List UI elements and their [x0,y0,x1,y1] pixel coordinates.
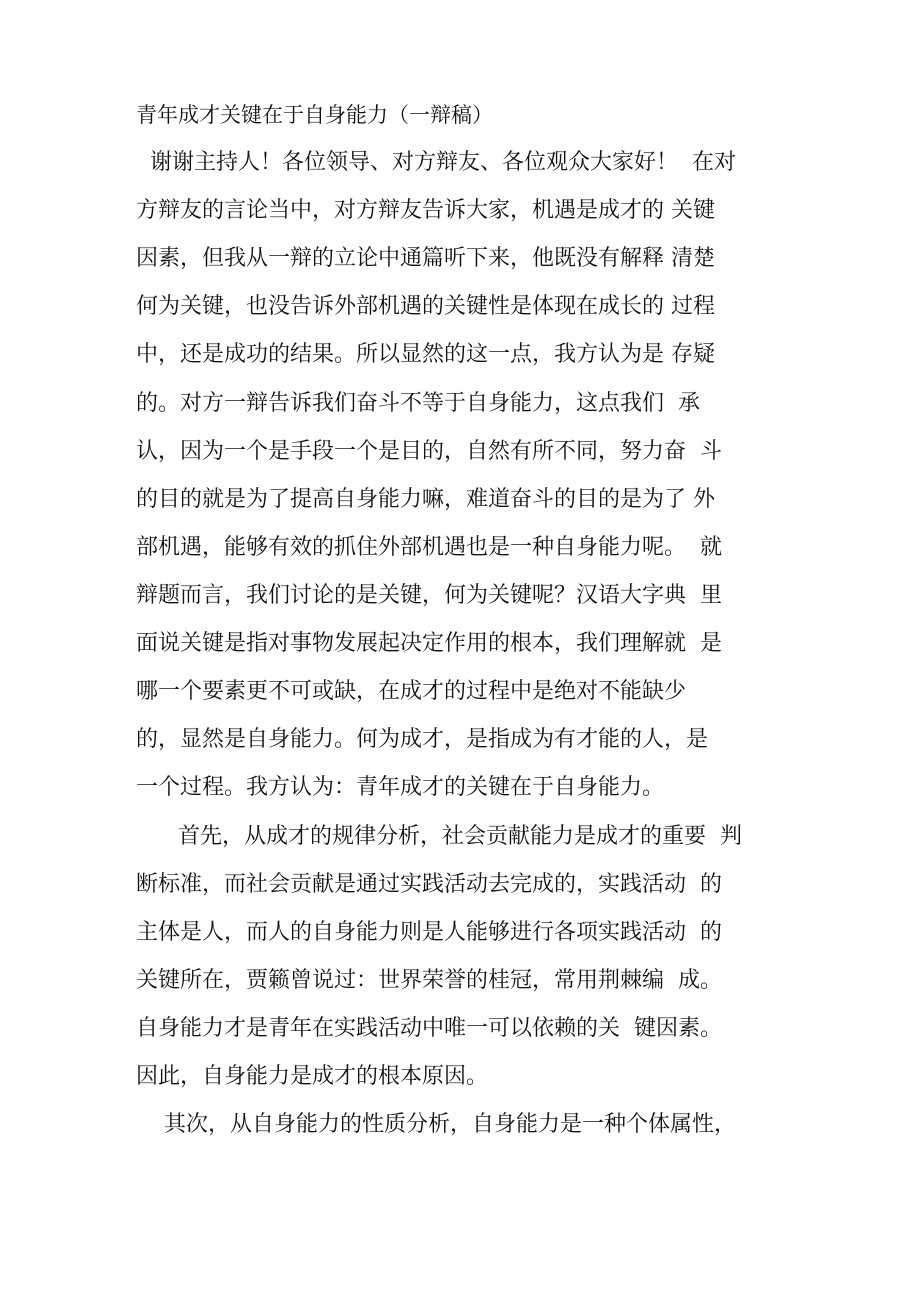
text-line: 首先，从成才的规律分析，社会贡献能力是成才的重要 判 [178,824,742,849]
text-line: 何为关键，也没告诉外部机遇的关键性是体现在成长的 过程 [136,294,715,319]
text-line: 中，还是成功的结果。所以显然的这一点，我方认为是 存疑 [136,342,715,367]
text-line: 方辩友的言论当中，对方辩友告诉大家，机遇是成才的 关键 [136,198,715,223]
text-line: 自身能力才是青年在实践活动中唯一可以依赖的关 键因素。 [136,1016,722,1041]
text-line: 的目的就是为了提高自身能力嘛，难道奋斗的目的是为了 外 [136,487,715,512]
text-line: 主体是人，而人的自身能力则是人能够进行各项实践活动 的 [136,920,722,945]
text-line: 辩题而言，我们讨论的是关键，何为关键呢？汉语大字典 里 [136,583,722,608]
text-line: 的，显然是自身能力。何为成才，是指成为有才能的人，是 [136,727,709,752]
text-line: 面说关键是指对事物发展起决定作用的根本，我们理解就 是 [136,631,722,656]
text-line: 谢谢主持人！各位领导、对方辩友、各位观众大家好！ 在对 [150,150,736,175]
document-title: 青年成才关键在于自身能力（一辩稿） [136,103,493,127]
text-line: 哪一个要素更不可或缺，在成才的过程中是绝对不能缺少 [136,679,687,704]
text-line: 的。对方一辩告诉我们奋斗不等于自身能力，这点我们 承 [136,391,700,416]
text-line: 因素，但我从一辩的立论中通篇听下来，他既没有解释 清楚 [136,246,715,271]
text-line: 因此，自身能力是成才的根本原因。 [136,1064,489,1089]
text-line: 认，因为一个是手段一个是目的，自然有所不同，努力奋 斗 [136,439,722,464]
text-line: 断标准，而社会贡献是通过实践活动去完成的，实践活动 的 [136,872,722,897]
text-line: 部机遇，能够有效的抓住外部机遇也是一种自身能力呢。 就 [136,535,722,560]
text-line: 其次，从自身能力的性质分析，自身能力是一种个体属性， [164,1112,737,1137]
text-line: 关键所在，贾籁曾说过：世界荣誉的桂冠，常用荆棘编 成。 [136,968,722,993]
text-line: 一个过程。我方认为：青年成才的关键在于自身能力。 [136,775,665,800]
